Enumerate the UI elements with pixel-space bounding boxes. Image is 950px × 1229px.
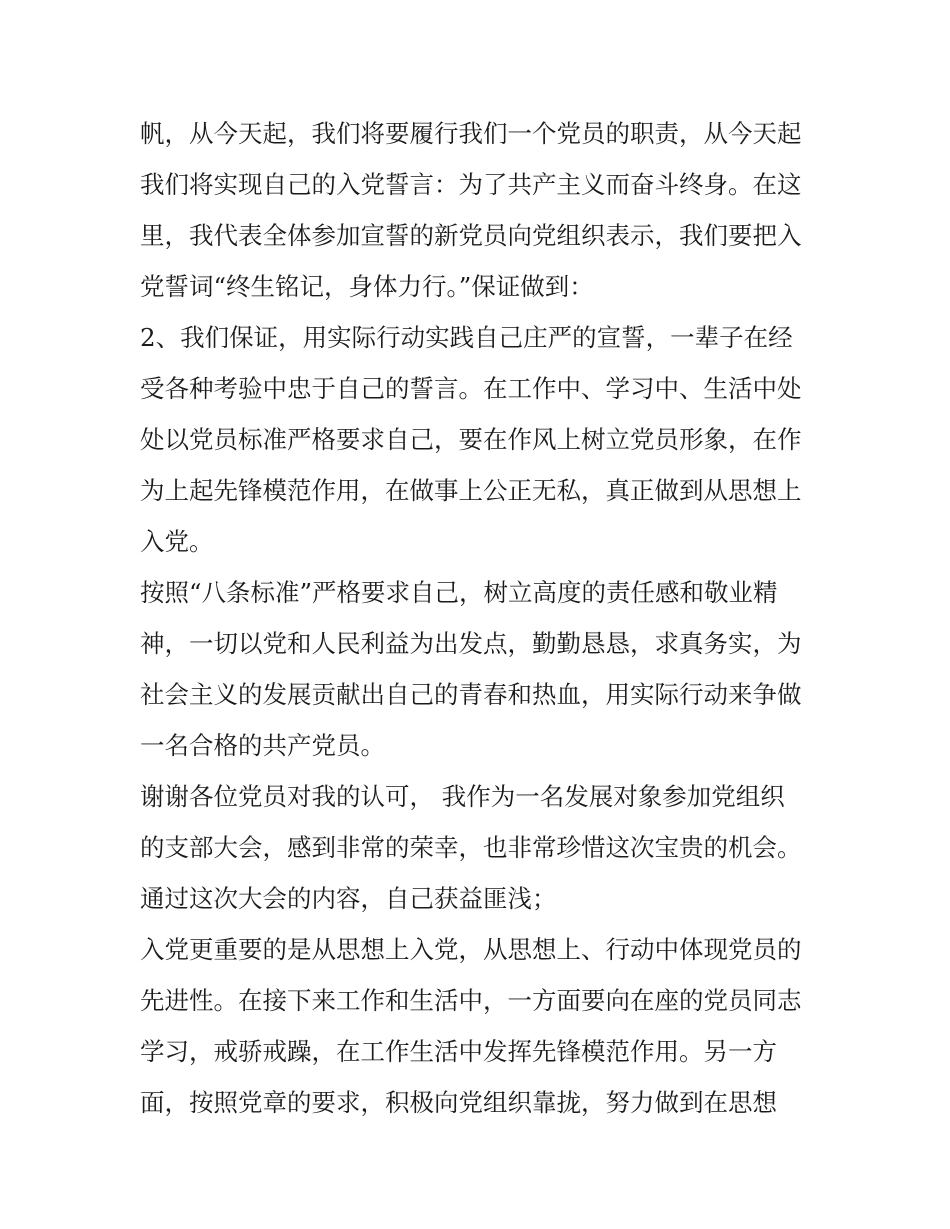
text-line: 2、我们保证，用实际行动实践自己庄严的宣誓，一辈子在经: [140, 323, 793, 352]
text-line: 帆，从今天起，我们将要履行我们一个党员的职责，从今天起: [140, 119, 802, 148]
text-line: 处以党员标准严格要求自己，要在作风上树立党员形象，在作: [140, 425, 802, 454]
text-line: 按照“八条标准”严格要求自己，树立高度的责任感和敬业精: [140, 578, 778, 607]
text-line: 神，一切以党和人民利益为出发点，勤勤恳恳，求真务实，为: [140, 629, 802, 658]
text-line: 入党。: [140, 527, 214, 556]
document-body: [140, 108, 820, 1128]
text-line: 社会主义的发展贡献出自己的青春和热血，用实际行动来争做: [140, 680, 802, 709]
text-line: 通过这次大会的内容，自己获益匪浅；: [140, 884, 557, 913]
text-line: 为上起先锋模范作用，在做事上公正无私，真正做到从思想上: [140, 476, 802, 505]
text-line: 一名合格的共产党员。: [140, 731, 385, 760]
text-line: 里，我代表全体参加宣誓的新党员向党组织表示，我们要把入: [140, 221, 802, 250]
text-line: 谢谢各位党员对我的认可， 我作为一名发展对象参加党组织: [140, 782, 785, 811]
text-line: 我们将实现自己的入党誓言：为了共产主义而奋斗终身。在这: [140, 170, 802, 199]
text-line: 学习，戒骄戒躁，在工作生活中发挥先锋模范作用。另一方: [140, 1037, 777, 1066]
text-line: 入党更重要的是从思想上入党，从思想上、行动中体现党员的: [140, 935, 802, 964]
text-line: 受各种考验中忠于自己的誓言。在工作中、学习中、生活中处: [140, 374, 802, 403]
text-line: 面，按照党章的要求，积极向党组织靠拢，努力做到在思想: [140, 1088, 777, 1117]
text-line: 先进性。在接下来工作和生活中，一方面要向在座的党员同志: [140, 986, 802, 1015]
text-line: 的支部大会，感到非常的荣幸，也非常珍惜这次宝贵的机会。: [140, 833, 802, 862]
text-line: 党誓词“终生铭记，身体力行。”保证做到：: [140, 272, 594, 301]
